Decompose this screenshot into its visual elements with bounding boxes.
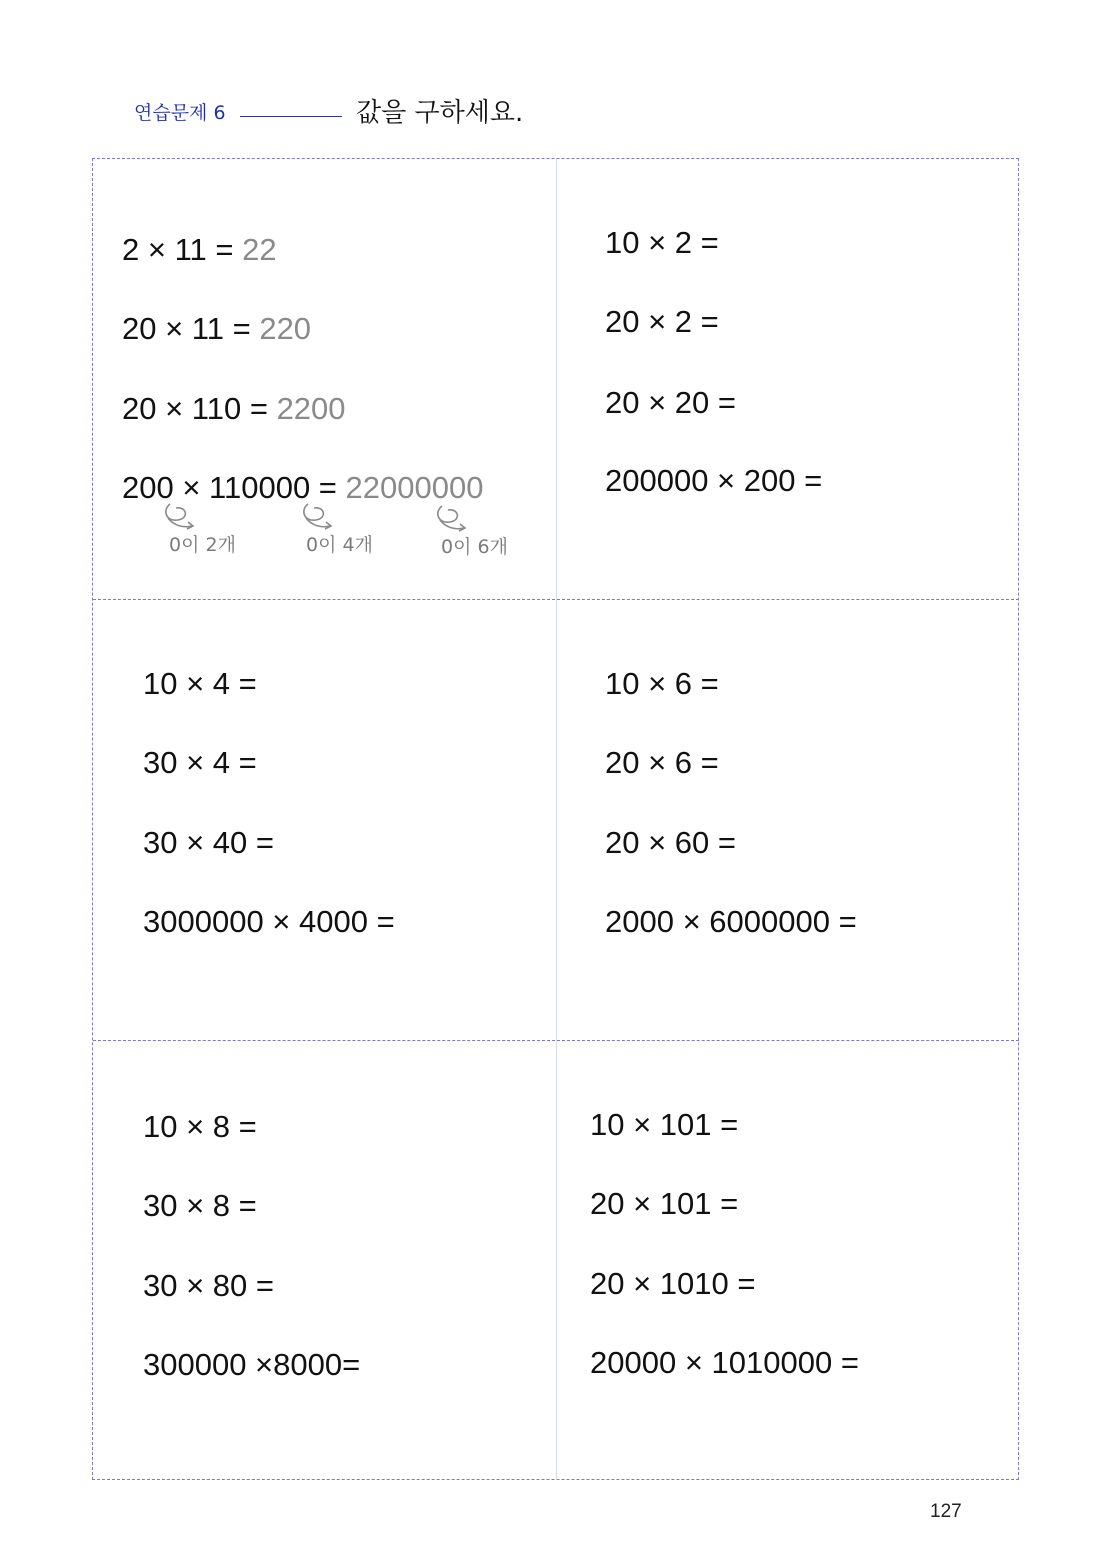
problem-line: 20 × 101 = — [590, 1186, 739, 1221]
zero-count-note: 0이 6개 — [441, 536, 508, 558]
page-header — [0, 0, 1113, 150]
problem-line: 20 × 6 = — [605, 745, 719, 780]
example-answer: 22000000 — [345, 470, 484, 505]
problem-line: 30 × 40 = — [143, 825, 275, 860]
zero-count-note: 0이 4개 — [306, 534, 373, 556]
problem-line: 3000000 × 4000 = — [143, 904, 395, 939]
example-expression: 2 × 11 = — [122, 232, 243, 267]
problem-line: 20 × 2 = — [605, 304, 719, 339]
zero-count-note: 0이 2개 — [169, 534, 236, 556]
example-expression: 20 × 110 = — [122, 391, 277, 426]
problem-line: 20000 × 1010000 = — [590, 1345, 859, 1380]
exercise-underline — [240, 116, 342, 117]
problem-line: 2000 × 6000000 = — [605, 904, 857, 939]
problem-line: 30 × 8 = — [143, 1188, 257, 1223]
problem-line: 200000 × 200 = — [605, 463, 823, 498]
example-expression: 20 × 11 = — [122, 311, 260, 346]
problem-line: 10 × 2 = — [605, 225, 719, 260]
problem-line: 20 × 60 = — [605, 825, 737, 860]
grid-column-divider — [556, 159, 557, 1480]
example-line-2 — [122, 311, 311, 347]
problem-line: 10 × 4 = — [143, 666, 257, 701]
exercise-label: 연습문제 6 — [134, 102, 226, 124]
problem-line: 30 × 80 = — [143, 1268, 275, 1303]
problem-line: 10 × 6 = — [605, 666, 719, 701]
grid-row-divider-2 — [93, 1040, 1019, 1041]
example-answer: 2200 — [276, 391, 346, 426]
problem-line: 20 × 20 = — [605, 385, 737, 420]
problem-line: 20 × 1010 = — [590, 1266, 756, 1301]
example-line-3 — [122, 391, 346, 427]
problem-line: 300000 ×8000= — [143, 1347, 361, 1382]
example-expression: 200 × 110000 = — [122, 470, 346, 505]
example-line-1 — [122, 232, 277, 268]
page-number: 127 — [930, 1501, 962, 1522]
problem-line: 10 × 8 = — [143, 1109, 257, 1144]
grid-row-divider-1 — [93, 599, 1019, 600]
problem-line: 10 × 101 = — [590, 1107, 739, 1142]
problem-line: 30 × 4 = — [143, 745, 257, 780]
instruction-text: 값을 구하세요. — [356, 98, 524, 128]
example-answer: 220 — [259, 311, 312, 346]
example-answer: 22 — [242, 232, 277, 267]
